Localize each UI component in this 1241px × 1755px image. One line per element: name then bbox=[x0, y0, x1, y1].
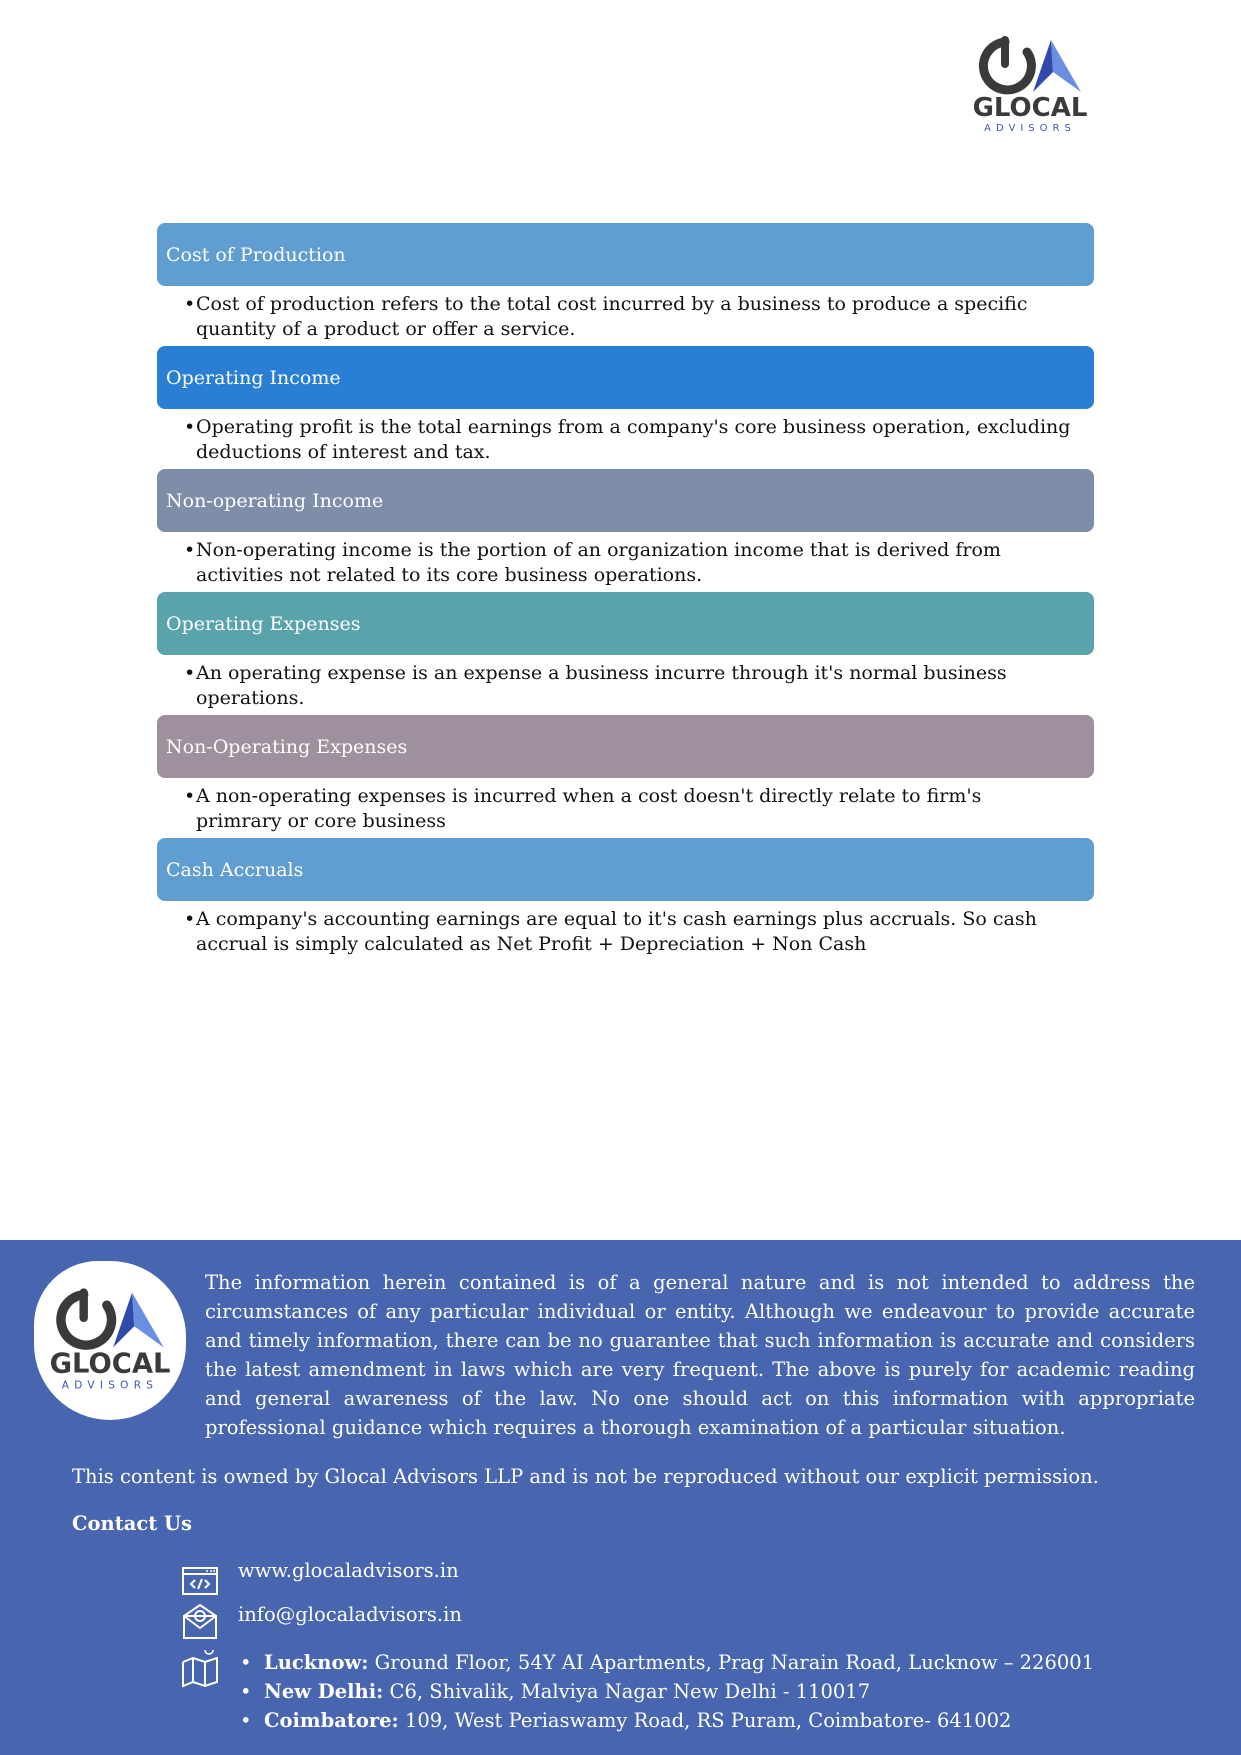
section-header-operating-expenses bbox=[157, 592, 1094, 655]
bullet-icon: • bbox=[184, 416, 196, 438]
bullet-icon: • bbox=[240, 1709, 252, 1732]
svg-text:ADVISORS: ADVISORS bbox=[984, 123, 1076, 134]
section-text-line: accrual is simply calculated as Net Profit + Depreciation + Non Cash bbox=[196, 932, 867, 955]
address-city: Lucknow: bbox=[264, 1651, 369, 1674]
section-text-line: Non-operating income is the portion of an organization income that is derived from bbox=[196, 539, 1001, 561]
website-link[interactable]: www.glocaladvisors.in bbox=[238, 1559, 459, 1582]
glocal-logo bbox=[973, 36, 1087, 136]
section-text-line: A company's accounting earnings are equal to it's cash earnings plus accruals. So cash bbox=[196, 908, 1037, 930]
svg-text:GLOCAL: GLOCAL bbox=[50, 1348, 170, 1380]
section-header-non-operating-income bbox=[157, 469, 1094, 532]
address-item bbox=[240, 1648, 1094, 1677]
svg-text:ADVISORS: ADVISORS bbox=[61, 1379, 159, 1392]
address-item bbox=[240, 1706, 1094, 1735]
bullet-icon: • bbox=[184, 908, 196, 930]
section-text-line: operations. bbox=[196, 686, 305, 709]
address-text: C6, Shivalik, Malviya Nagar New Delhi - 110017 bbox=[389, 1680, 871, 1703]
address-list bbox=[240, 1648, 1094, 1735]
address-text: 109, West Periaswamy Road, RS Puram, Coimbatore- 641002 bbox=[404, 1709, 1012, 1732]
section-text-line: primrary or core business bbox=[196, 809, 446, 832]
bullet-icon: • bbox=[184, 293, 196, 315]
section-title: Non-operating Income bbox=[166, 489, 384, 512]
glocal-logo-mark bbox=[973, 36, 1087, 136]
section-text-line: activities not related to its core business operations. bbox=[196, 563, 703, 586]
section-title: Operating Income bbox=[166, 366, 341, 389]
glocal-logo-mark bbox=[50, 1283, 170, 1399]
section-title: Operating Expenses bbox=[166, 612, 361, 635]
section-title: Non-Operating Expenses bbox=[166, 735, 408, 758]
section-body-cost-of-production bbox=[157, 286, 1094, 346]
ownership-notice: This content is owned by Glocal Advisors LLP and is not be reproduced without our explicit permission. bbox=[72, 1465, 1099, 1488]
footer bbox=[0, 1240, 1241, 1755]
contact-us-heading: Contact Us bbox=[72, 1512, 192, 1535]
svg-text:GLOCAL: GLOCAL bbox=[973, 93, 1087, 123]
bullet-icon: • bbox=[240, 1680, 252, 1703]
footer-logo bbox=[34, 1261, 186, 1420]
section-body-non-operating-income bbox=[157, 532, 1094, 592]
section-text-line: Operating profit is the total earnings from a company's core business operation, excluding bbox=[196, 416, 1071, 438]
bullet-icon: • bbox=[184, 662, 196, 684]
section-text-line: An operating expense is an expense a business incurre through it's normal business bbox=[196, 662, 1007, 684]
section-title: Cash Accruals bbox=[166, 858, 304, 881]
disclaimer-text: The information herein contained is of a general nature and is not intended to address the circumstances of any particular individual or entity. Although we endeavour to provide accurate and timely information, there can be no guarantee that such information is accurate and considers the latest amendment in laws which are very frequent. The above is purely for academic reading and general awareness of the law. No one should act on this information with appropriate professional guidance which requires a thorough examination of a particular situation. bbox=[205, 1271, 1195, 1439]
section-header-non-operating-expenses bbox=[157, 715, 1094, 778]
email-link[interactable]: info@glocaladvisors.in bbox=[238, 1603, 462, 1626]
address-city: New Delhi: bbox=[264, 1680, 384, 1703]
bullet-icon: • bbox=[184, 785, 196, 807]
code-window-icon bbox=[181, 1562, 219, 1600]
section-text-line: deductions of interest and tax. bbox=[196, 440, 491, 463]
term-sections bbox=[157, 223, 1094, 961]
section-text-line: Cost of production refers to the total cost incurred by a business to produce a specific bbox=[196, 293, 1028, 315]
email-icon bbox=[181, 1602, 219, 1640]
section-header-operating-income bbox=[157, 346, 1094, 409]
section-header-cost-of-production bbox=[157, 223, 1094, 286]
bullet-icon: • bbox=[184, 539, 196, 561]
section-body-cash-accruals bbox=[157, 901, 1094, 961]
section-body-operating-expenses bbox=[157, 655, 1094, 715]
section-text-line: quantity of a product or offer a service. bbox=[196, 317, 576, 340]
section-header-cash-accruals bbox=[157, 838, 1094, 901]
section-text-line: A non-operating expenses is incurred when a cost doesn't directly relate to firm's bbox=[196, 785, 982, 807]
address-text: Ground Floor, 54Y AI Apartments, Prag Narain Road, Lucknow – 226001 bbox=[374, 1651, 1095, 1674]
section-body-non-operating-expenses bbox=[157, 778, 1094, 838]
address-city: Coimbatore: bbox=[264, 1709, 399, 1732]
address-item bbox=[240, 1677, 1094, 1706]
section-title: Cost of Production bbox=[166, 243, 346, 266]
map-icon bbox=[181, 1650, 219, 1688]
bullet-icon: • bbox=[240, 1651, 252, 1674]
section-body-operating-income bbox=[157, 409, 1094, 469]
